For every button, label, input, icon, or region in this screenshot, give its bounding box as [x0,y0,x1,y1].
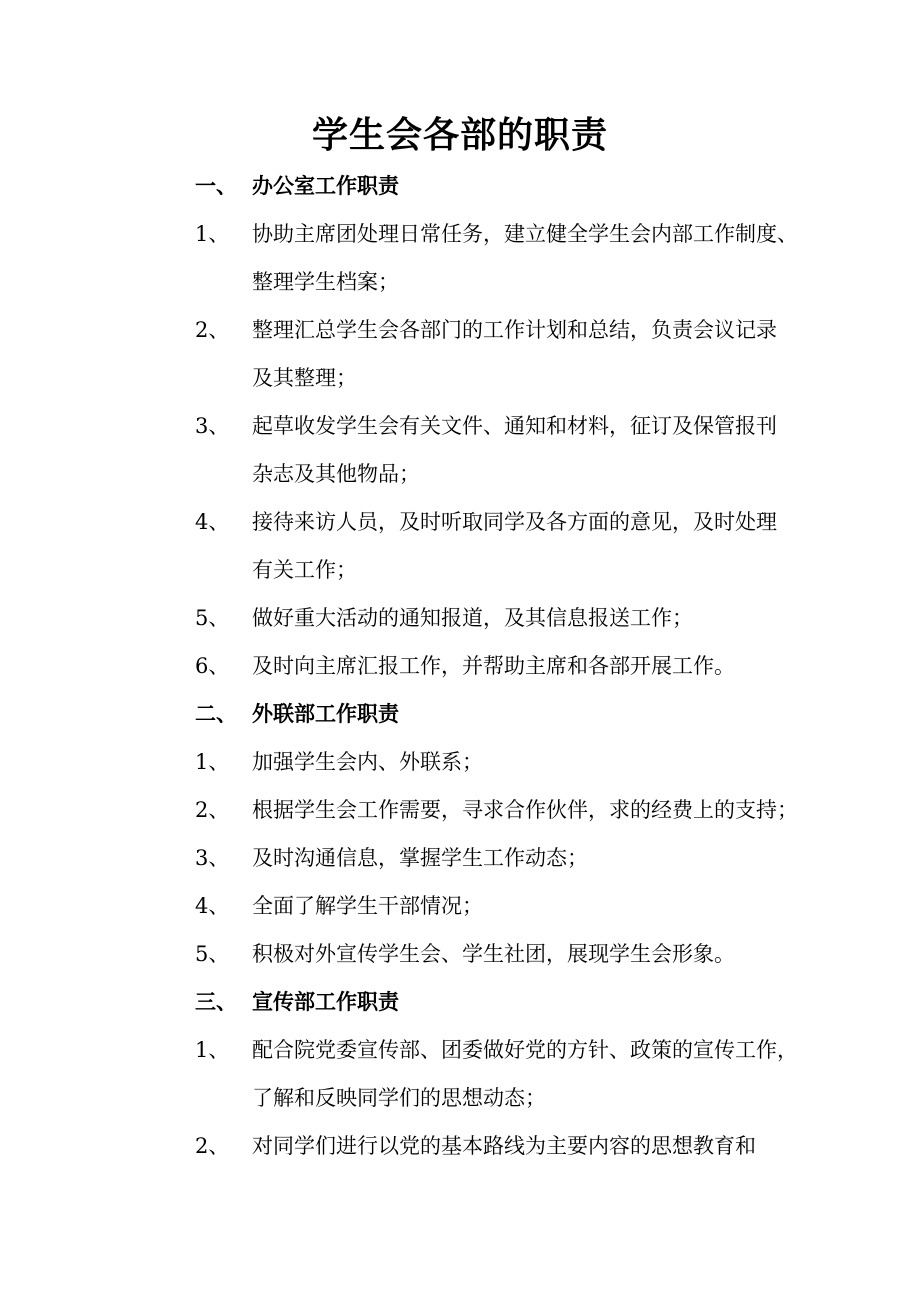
item-number: 3、 [195,414,230,438]
item-number: 2、 [195,798,230,822]
item-text: 及时沟通信息，掌握学生工作动态； [252,846,588,870]
item-text: 及时向主席汇报工作，并帮助主席和各部开展工作。 [252,654,735,678]
item-text: 根据学生会工作需要，寻求合作伙伴，求的经费上的支持； [252,798,798,822]
section-heading: 办公室工作职责 [252,173,399,198]
item-text: 及其整理； [252,366,357,390]
item-number: 5、 [195,942,230,966]
item-number: 5、 [195,606,230,630]
item-text: 杂志及其他物品； [252,462,420,486]
item-number: 4、 [195,510,230,534]
item-text: 有关工作； [252,558,357,582]
item-text: 整理汇总学生会各部门的工作计划和总结，负责会议记录 [252,318,777,342]
item-text: 了解和反映同学们的思想动态； [252,1086,546,1110]
item-number: 2、 [195,1134,230,1158]
section-marker: 三、 [195,989,237,1014]
item-number: 6、 [195,654,230,678]
item-text: 起草收发学生会有关文件、通知和材料，征订及保管报刊 [252,414,777,438]
section-marker: 二、 [195,701,237,726]
item-text: 加强学生会内、外联系； [252,750,483,774]
item-text: 全面了解学生干部情况； [252,894,483,918]
item-number: 2、 [195,318,230,342]
page-title: 学生会各部的职责 [311,114,608,156]
section-marker: 一、 [195,173,237,198]
item-number: 1、 [195,1038,230,1062]
item-text: 做好重大活动的通知报道，及其信息报送工作； [252,606,693,630]
item-text: 协助主席团处理日常任务，建立健全学生会内部工作制度、 [252,222,798,246]
item-text: 接待来访人员，及时听取同学及各方面的意见，及时处理 [252,510,777,534]
item-text: 对同学们进行以党的基本路线为主要内容的思想教育和 [252,1134,756,1158]
section-heading: 宣传部工作职责 [252,989,399,1014]
item-text: 整理学生档案； [252,270,399,294]
item-number: 1、 [195,222,230,246]
item-text: 配合院党委宣传部、团委做好党的方针、政策的宣传工作， [252,1038,798,1062]
section-heading: 外联部工作职责 [252,701,399,726]
item-number: 3、 [195,846,230,870]
item-number: 1、 [195,750,230,774]
item-number: 4、 [195,894,230,918]
item-text: 积极对外宣传学生会、学生社团，展现学生会形象。 [252,942,735,966]
